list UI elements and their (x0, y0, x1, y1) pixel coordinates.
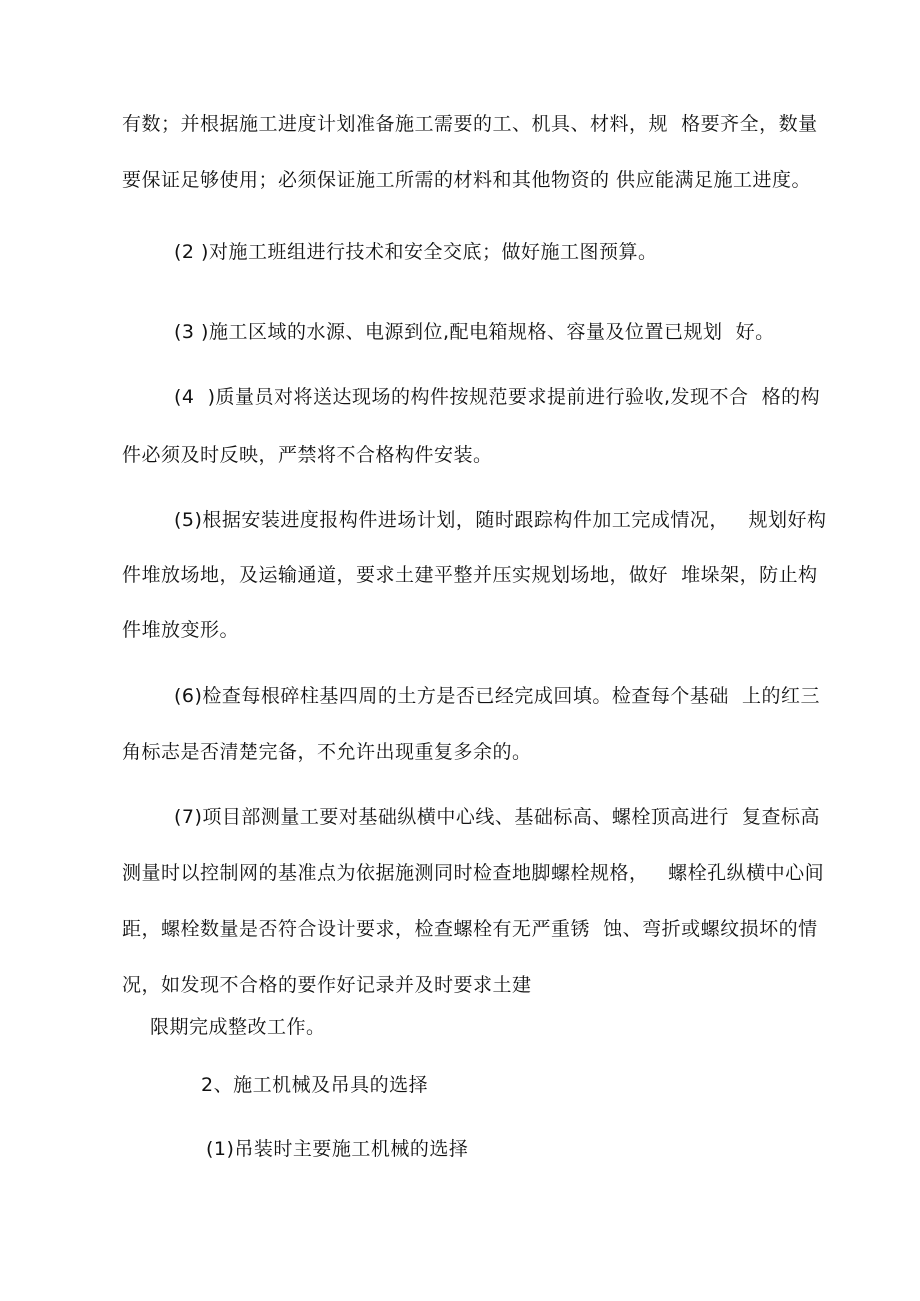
subsection-heading: (1)吊装时主要施工机械的选择 (206, 1138, 469, 1160)
text-line: (5)根据安装进度报构件进场计划，随时跟踪构件加工完成情况， 规划好构 (174, 509, 827, 531)
text-line: 距，螺栓数量是否符合设计要求，检查螺栓有无严重锈 蚀、弯折或螺纹损坏的情 (122, 918, 818, 940)
text-line: (3 )施工区域的水源、电源到位,配电箱规格、容量及位置已规划 好。 (174, 321, 775, 343)
text-line: 角标志是否清楚完备，不允许出现重复多余的。 (122, 741, 532, 763)
text-line: (6)检查每根碎柱基四周的土方是否已经完成回填。检查每个基础 上的红三 (174, 685, 820, 707)
text-line: 要保证足够使用；必须保证施工所需的材料和其他物资的 供应能满足施工进度。 (122, 169, 812, 191)
section-heading: 2、施工机械及吊具的选择 (201, 1074, 429, 1096)
text-line: 件堆放变形。 (122, 619, 240, 641)
text-line: 测量时以控制网的基准点为依据施测同时检查地脚螺栓规格， 螺栓孔纵横中心间 (122, 862, 825, 884)
text-line: 件必须及时反映，严禁将不合格构件安装。 (122, 444, 493, 466)
text-line: 件堆放场地，及运输通道，要求土建平整并压实规划场地，做好 堆垛架，防止构 (122, 564, 818, 586)
text-line: 有数；并根据施工进度计划准备施工需要的工、机具、材料，规 格要齐全，数量 (122, 113, 818, 135)
text-line: (2 )对施工班组进行技术和安全交底；做好施工图预算。 (174, 241, 658, 263)
text-line: 况，如发现不合格的要作好记录并及时要求土建 (122, 974, 532, 996)
text-line: (4 )质量员对将送达现场的构件按规范要求提前进行验收,发现不合 格的构 (174, 386, 821, 408)
text-line: 限期完成整改工作。 (150, 1016, 326, 1038)
text-line: (7)项目部测量工要对基础纵横中心线、基础标高、螺栓顶高进行 复查标高 (174, 806, 820, 828)
